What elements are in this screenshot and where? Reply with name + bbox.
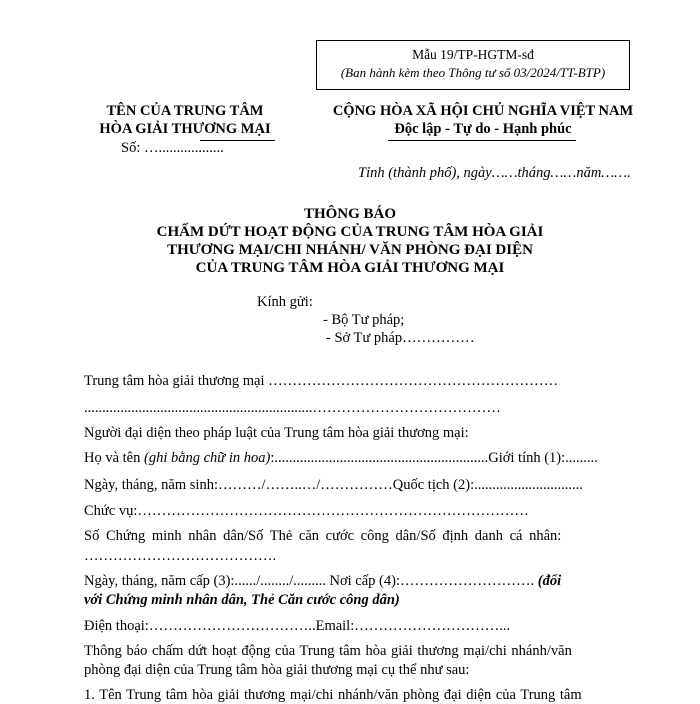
- notice-paragraph-line1: Thông báo chấm dứt hoạt động của Trung tâm hòa giải thương mại/chi nhánh/văn: [84, 643, 572, 659]
- issue-date-place: Ngày, tháng, năm cấp (3):....../......../......... Nơi cấp (4):……………………….: [84, 573, 535, 589]
- document-subtitle-line3: CỦA TRUNG TÂM HÒA GIẢI THƯƠNG MẠI: [195, 260, 505, 276]
- notice-paragraph-line2: phòng đại diện của Trung tâm hòa giải thương mại cụ thể như sau:: [84, 662, 470, 678]
- national-motto: Độc lập - Tự do - Hạnh phúc: [394, 121, 572, 137]
- center-name-field: Trung tâm hòa giải thương mại ……………………………………………………: [84, 373, 559, 389]
- center-name-header-line1: TÊN CỦA TRUNG TÂM: [106, 103, 264, 119]
- issue-date-place-field: [84, 573, 561, 590]
- item-1-center-name: 1. Tên Trung tâm hòa giải thương mại/chi nhánh/văn phòng đại diện của Trung tâm: [84, 687, 582, 703]
- legal-representative-heading: Người đại diện theo pháp luật của Trung tâm hòa giải thương mại:: [84, 425, 469, 441]
- document-subtitle-line1: CHẤM DỨT HOẠT ĐỘNG CỦA TRUNG TÂM HÒA GIẢI: [156, 224, 544, 240]
- document-subtitle-line2: THƯƠNG MẠI/CHI NHÁNH/ VĂN PHÒNG ĐẠI DIỆN: [167, 242, 533, 258]
- fullname-hint: (ghi bằng chữ in hoa): [144, 450, 271, 466]
- document-title: THÔNG BÁO: [303, 206, 397, 222]
- center-name-header-line2: HÒA GIẢI THƯƠNG MẠI: [99, 121, 271, 137]
- document-number: Số: …..................: [121, 140, 224, 156]
- issue-note-end: với Chứng minh nhân dân, Thẻ Căn cước công dân): [84, 592, 400, 608]
- birth-nationality-field: Ngày, tháng, năm sinh:………/……..…/……………Quốc tịch (2):..............................: [84, 477, 583, 493]
- fullname-field: [84, 450, 598, 467]
- id-number-label: Số Chứng minh nhân dân/Số Thẻ căn cước công dân/Số định danh cá nhân:: [84, 528, 562, 544]
- fullname-label: Họ và tên: [84, 450, 144, 466]
- recipient-ministry: - Bộ Tư pháp;: [323, 312, 405, 328]
- fullname-gender-dots: :...........................................................Giới tính (1):.........: [270, 450, 598, 466]
- place-date-line: Tỉnh (thành phố), ngày……tháng……năm…….: [358, 165, 631, 181]
- issue-note-start: (đối: [534, 573, 562, 589]
- phone-email-field: Điện thoại:……………………………..Email:…………………………...: [84, 618, 511, 634]
- recipient-department: - Sở Tư pháp……………: [326, 330, 475, 346]
- id-number-value: ………………………………….: [84, 548, 277, 564]
- header-right-underline: [388, 140, 576, 141]
- recipients-label: Kính gửi:: [257, 294, 313, 310]
- form-code-box: [316, 40, 630, 90]
- nation-title: CỘNG HÒA XÃ HỘI CHỦ NGHĨA VIỆT NAM: [332, 103, 634, 119]
- form-issued-by: (Ban hành kèm theo Thông tư số 03/2024/TT-BTP): [340, 65, 606, 80]
- form-code: Mẫu 19/TP-HGTM-sđ: [412, 47, 534, 62]
- center-name-field-cont: ...............................................................…………………………………: [84, 400, 501, 416]
- position-field: Chức vụ:………………………………………………………………………: [84, 503, 529, 519]
